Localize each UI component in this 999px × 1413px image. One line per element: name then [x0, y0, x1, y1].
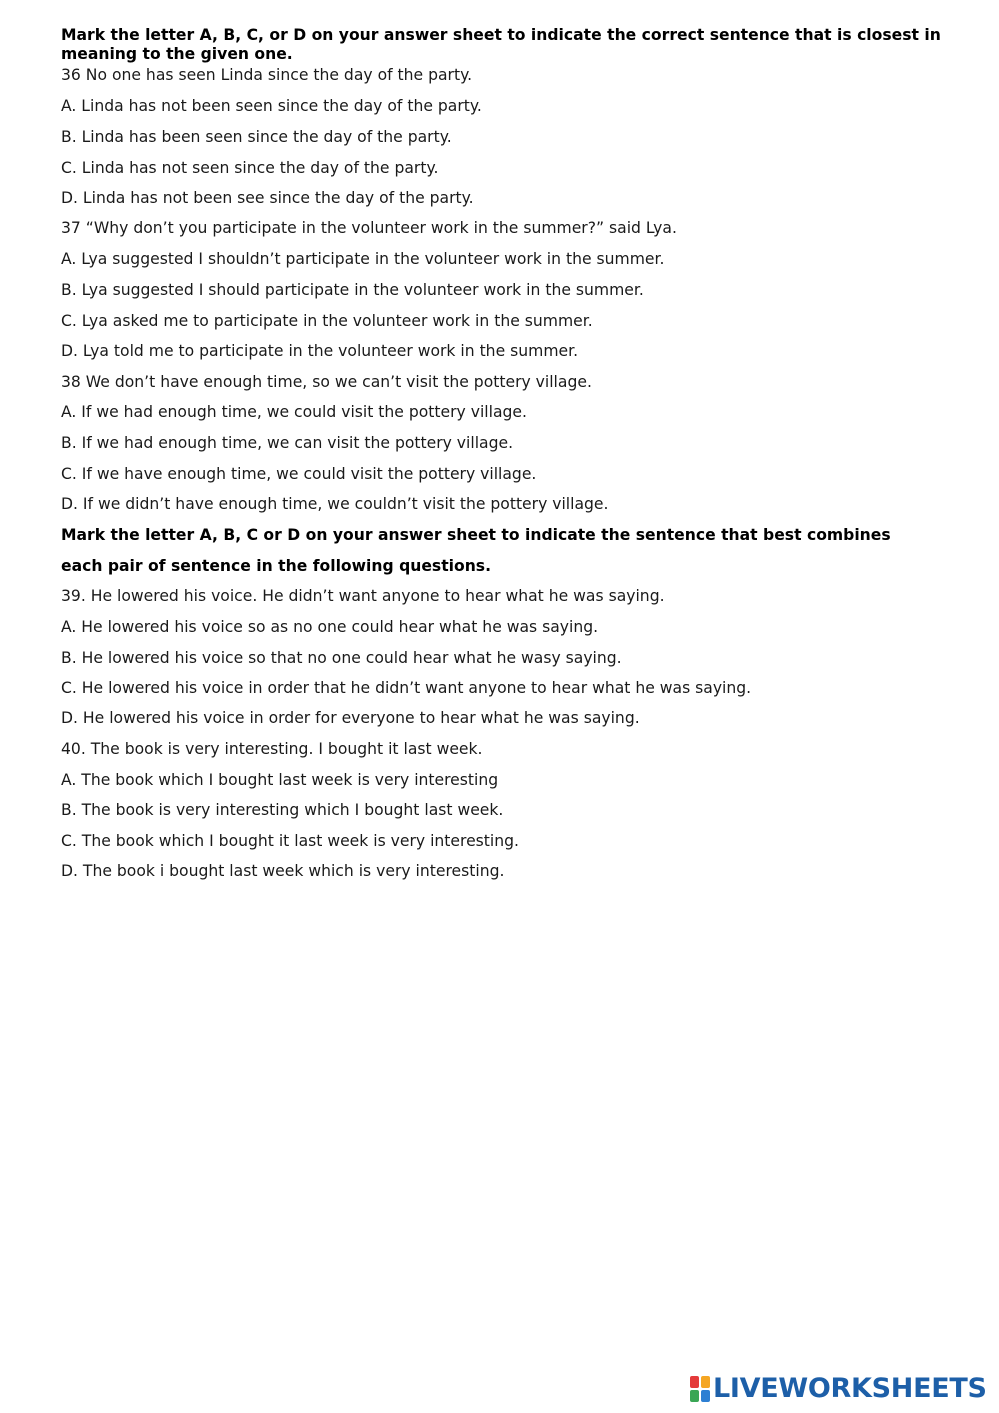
question-37-option-c: C. Lya asked me to participate in the volunteer work in the summer.: [61, 312, 593, 330]
question-37-option-d: D. Lya told me to participate in the volunteer work in the summer.: [61, 342, 579, 360]
liveworksheets-logo: [690, 1373, 987, 1405]
question-38-stem: 38 We don’t have enough time, so we can’t visit the pottery village.: [61, 373, 592, 391]
question-36-stem: 36 No one has seen Linda since the day of the party.: [61, 66, 473, 84]
question-37-option-b: B. Lya suggested I should participate in the volunteer work in the summer.: [61, 281, 644, 299]
question-39-option-a: A. He lowered his voice so as no one could hear what he was saying.: [61, 618, 599, 636]
question-36-option-b: B. Linda has been seen since the day of the party.: [61, 128, 452, 146]
question-38-option-d: D. If we didn’t have enough time, we couldn’t visit the pottery village.: [61, 495, 609, 513]
question-38-option-b: B. If we had enough time, we can visit the pottery village.: [61, 434, 514, 452]
question-39-option-c: C. He lowered his voice in order that he didn’t want anyone to hear what he was saying.: [61, 679, 752, 697]
question-39-option-b: B. He lowered his voice so that no one could hear what he wasy saying.: [61, 649, 622, 667]
logo-wordmark: LIVEWORKSHEETS: [713, 1373, 987, 1404]
question-38-option-c: C. If we have enough time, we could visit the pottery village.: [61, 465, 537, 483]
section1-instruction: Mark the letter A, B, C, or D on your answer sheet to indicate the correct sentence that is closest in meaning to the given one.: [61, 26, 941, 63]
question-36-option-c: C. Linda has not seen since the day of the party.: [61, 159, 439, 177]
question-37-option-a: A. Lya suggested I shouldn’t participate in the volunteer work in the summer.: [61, 250, 665, 268]
question-37-stem: 37 “Why don’t you participate in the volunteer work in the summer?” said Lya.: [61, 219, 677, 237]
question-40-stem: 40. The book is very interesting. I bought it last week.: [61, 740, 483, 758]
question-40-option-c: C. The book which I bought it last week is very interesting.: [61, 832, 519, 850]
question-39-option-d: D. He lowered his voice in order for everyone to hear what he was saying.: [61, 709, 640, 727]
question-36-option-a: A. Linda has not been seen since the day of the party.: [61, 97, 482, 115]
question-39-stem: 39. He lowered his voice. He didn’t want anyone to hear what he was saying.: [61, 587, 665, 605]
section2-instruction-line2: each pair of sentence in the following questions.: [61, 557, 492, 575]
question-40-option-d: D. The book i bought last week which is very interesting.: [61, 862, 505, 880]
section2-instruction-line1: Mark the letter A, B, C or D on your answer sheet to indicate the sentence that best combines: [61, 526, 891, 544]
question-40-option-a: A. The book which I bought last week is very interesting: [61, 771, 499, 789]
question-40-option-b: B. The book is very interesting which I bought last week.: [61, 801, 504, 819]
liveworksheets-logo-icon: [690, 1376, 710, 1402]
question-36-option-d: D. Linda has not been see since the day of the party.: [61, 189, 474, 207]
question-38-option-a: A. If we had enough time, we could visit the pottery village.: [61, 403, 527, 421]
